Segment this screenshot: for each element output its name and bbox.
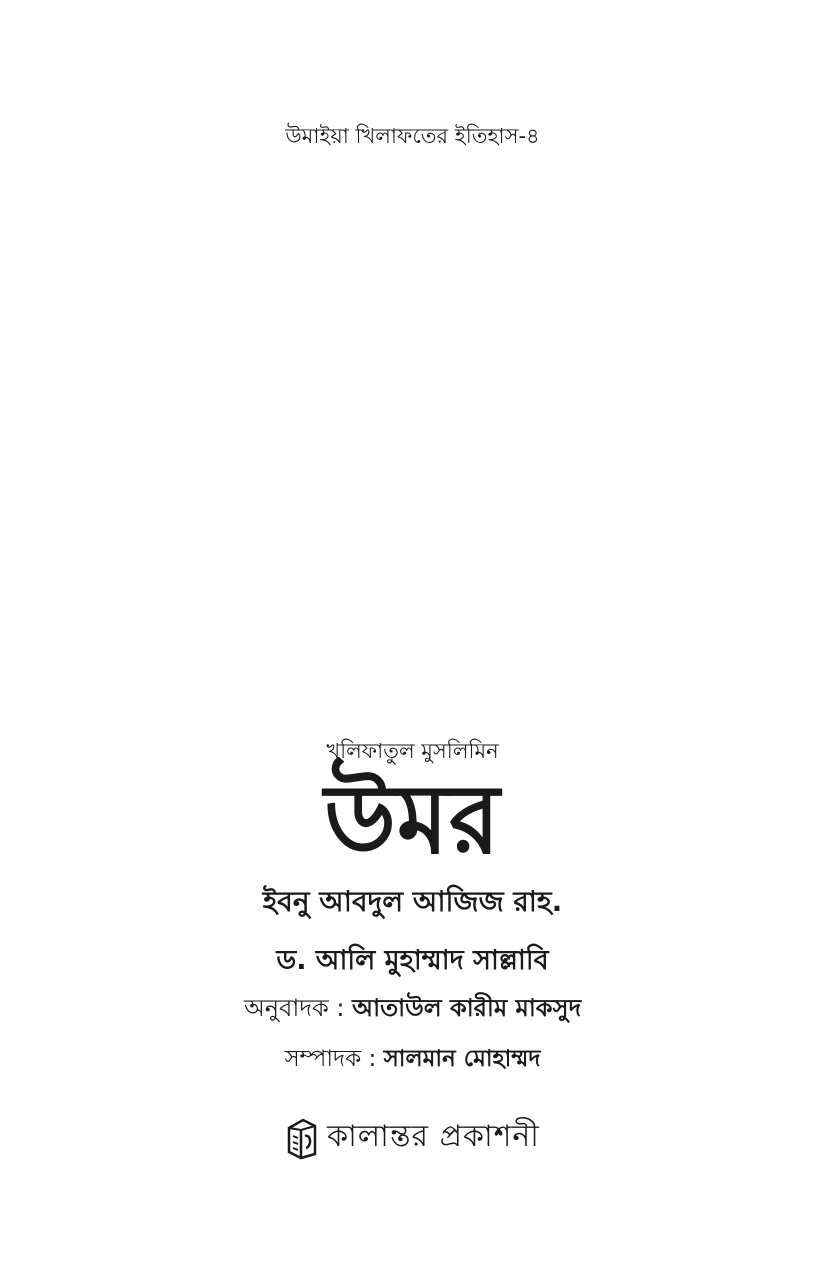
book-title: উমর bbox=[324, 763, 501, 876]
translator-label: অনুবাদক : bbox=[243, 994, 345, 1022]
series-title: উমাইয়া খিলাফতের ইতিহাস-৪ bbox=[285, 124, 540, 148]
publisher-name: কালান্তর প্রকাশনী bbox=[327, 1119, 540, 1154]
translator-name: আতাউল কারীম মাকসুদ bbox=[352, 994, 582, 1022]
translator-line bbox=[0, 990, 825, 1030]
editor-line bbox=[0, 1040, 825, 1079]
author-name: ড. আলি মুহাম্মাদ সাল্লাবি bbox=[276, 945, 549, 976]
editor-label: সম্পাদক : bbox=[284, 1046, 377, 1072]
publisher-block bbox=[0, 1112, 825, 1163]
editor-name: সালমান মোহাম্মদ bbox=[383, 1046, 541, 1072]
book-epithet: খলিফাতুল মুসলিমিন bbox=[326, 739, 499, 763]
book-subtitle: ইবনু আবদুল আজিজ রাহ. bbox=[262, 885, 563, 918]
book-logo-icon bbox=[285, 1116, 319, 1160]
